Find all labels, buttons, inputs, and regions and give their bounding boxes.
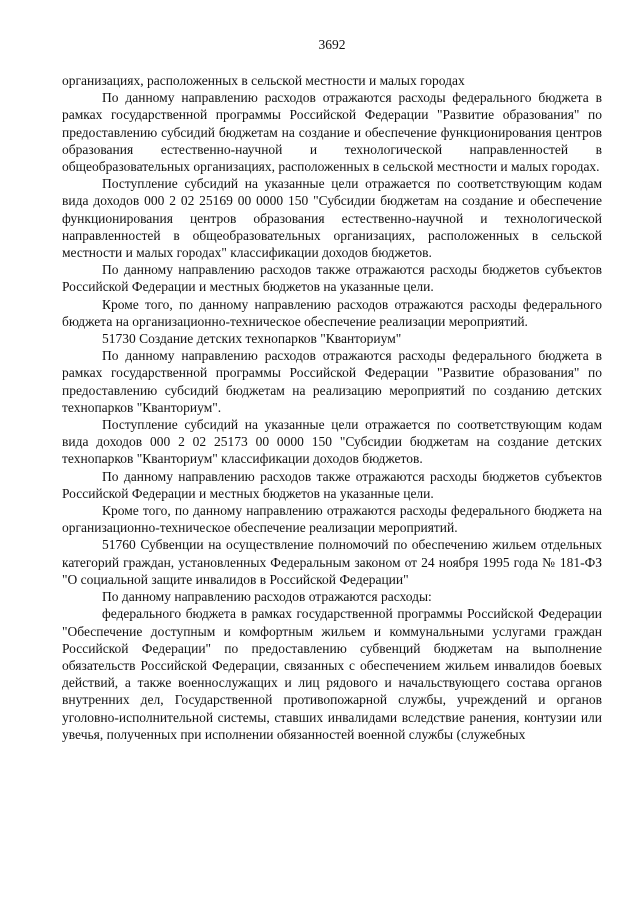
paragraph: организациях, расположенных в сельской местности и малых городах [62,73,465,88]
paragraph: По данному направлению расходов отражаются расходы: [102,589,432,605]
paragraph: Поступление субсидий на указанные цели отражается по соответствующим кодам вида доходов 000 2 02 25173 00 0000 150 "Субсидии бюджетам на создание детских технопарков "Кванториум" классификации доходов бюджетов. [62,417,602,467]
paragraph: По данному направлению расходов отражаются расходы федерального бюджета в рамках государственной программы Российской Федерации "Развитие образования" по предоставлению субсидий бюджетам на создание и обеспечение функционирования центров образования естественно-научной и технологической направленностей в общеобразовательных организациях, расположенных в сельской местности и малых городах. [62,90,602,175]
paragraph: По данному направлению расходов отражаются расходы федерального бюджета в рамках государственной программы Российской Федерации "Развитие образования" по предоставлению субсидий бюджетам на реализацию мероприятий по созданию детских технопарков "Кванториум". [62,348,602,415]
paragraph: По данному направлению расходов также отражаются расходы бюджетов субъектов Российской Федерации и местных бюджетов на указанные цели. [62,262,602,295]
paragraph: 51760 Субвенции на осуществление полномочий по обеспечению жильем отдельных категорий граждан, установленных Федеральным законом от 24 ноября 1995 года № 181-ФЗ "О социальной защите инвалидов в Российской Федерации" [62,537,602,587]
document-body [62,72,602,743]
document-page [62,36,602,743]
paragraph: По данному направлению расходов также отражаются расходы бюджетов субъектов Российской Федерации и местных бюджетов на указанные цели. [62,468,602,501]
paragraph: Поступление субсидий на указанные цели отражается по соответствующим кодам вида доходов 000 2 02 25169 00 0000 150 "Субсидии бюджетам на создание и обеспечение функционирования центров образования естественно-научной и технологической направленностей в общеобразовательных организациях, расположенных в сельской местности и малых городах" классификации доходов бюджетов. [62,176,602,261]
page-number: 3692 [318,37,346,52]
paragraph: Кроме того, по данному направлению отражаются расходы федерального бюджета на организационно-техническое обеспечение реализации мероприятий. [62,503,602,536]
paragraph: федерального бюджета в рамках государственной программы Российской Федерации "Обеспечение доступным и комфортным жильем и коммунальными услугами граждан Российской Федерации" по предоставлению субвенций бюджетам на выполнение обязательств Российской Федерации, связанных с обеспечением жильем инвалидов боевых действий, а также военнослужащих и лиц рядового и начальствующего состава органов внутренних дел, Государственной противопожарной службы, учреждений и органов уголовно-исполнительной системы, ставших инвалидами вследствие ранения, контузии или увечья, полученных при исполнении обязанностей военной службы (служебных [62,606,602,742]
paragraph: Кроме того, по данному направлению расходов отражаются расходы федерального бюджета на организационно-техническое обеспечение реализации мероприятий. [62,296,602,329]
paragraph: 51730 Создание детских технопарков "Кванториум" [102,331,402,347]
